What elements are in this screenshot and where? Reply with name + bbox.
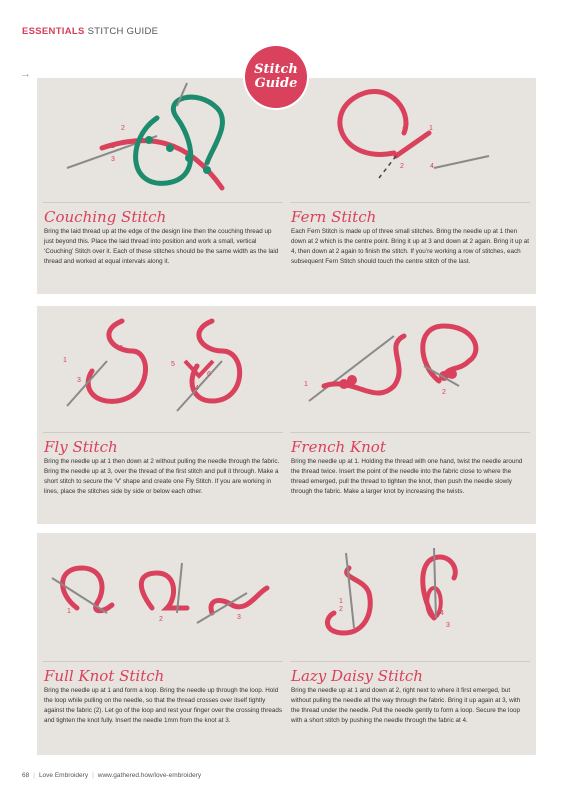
stitch-title: French Knot bbox=[291, 438, 386, 456]
label-4: 4 bbox=[440, 610, 444, 617]
label-1: 1 bbox=[63, 357, 67, 364]
stitch-instructions: Bring the needle up at 1 and down at 2, right next to where it first emerged, but without pulling the needle all the way through the fabric. Bring it up again at 3, with the thread under the needle. Pull the needle gently to form a loop. Secure the loop with a short stitch by pushing the needle through the fabric at 4. bbox=[291, 687, 521, 724]
fern-stitch-illustration bbox=[284, 78, 536, 196]
thread bbox=[88, 321, 145, 401]
running-header bbox=[22, 26, 158, 37]
label-2: 2 bbox=[121, 125, 125, 132]
stitch-instructions: Bring the laid thread up at the edge of the design line then the couching thread up just beyond this. Place the laid thread into position and work a small, vertical ‘Couching’ Stitch over it. Each of these stitches should be the same width as the laid thread and worked at equal intervals along it. bbox=[44, 228, 279, 265]
label-3: 3 bbox=[237, 614, 241, 621]
divider bbox=[290, 661, 530, 662]
page-footer: 68 | Love Embroidery | www.gathered.how/love-embroidery bbox=[22, 772, 202, 779]
section-title: STITCH GUIDE bbox=[87, 26, 159, 37]
label-6: 6 bbox=[207, 371, 211, 378]
divider bbox=[43, 202, 283, 203]
label-3: 3 bbox=[111, 156, 115, 163]
divider bbox=[290, 202, 530, 203]
label-4: 4 bbox=[430, 163, 434, 170]
divider bbox=[43, 432, 283, 433]
label-3: 3 bbox=[402, 127, 406, 134]
stitch-title: Fern Stitch bbox=[291, 208, 377, 226]
stitch-instructions: Each Fern Stitch is made up of three small stitches. Bring the needle up at 1 then down at 2 which is the centre point. Bring it up at 3 and down at 2 again. Bring it up at 4, then down at 2 again to finish the stitch. If you’re working a row of stitches, each subsequent Fern Stitch should touch the centre stitch of the last. bbox=[291, 228, 530, 265]
label-1: 1 bbox=[339, 598, 343, 605]
panel-full-knot-stitch bbox=[37, 533, 289, 755]
divider bbox=[43, 661, 283, 662]
panel-french-knot bbox=[284, 306, 536, 524]
needle-icon bbox=[346, 553, 354, 628]
label-1: 1 bbox=[67, 608, 71, 615]
full-knot-illustration bbox=[37, 533, 289, 651]
panel-couching-stitch bbox=[37, 78, 289, 294]
thread bbox=[324, 336, 404, 393]
website-link[interactable]: www.gathered.how/love-embroidery bbox=[97, 772, 202, 779]
stitch-instructions: Bring the needle up at 1. Holding the thread with one hand, twist the needle around the thread twice. Insert the point of the needle into the fabric close to where the thread emerged, pull the thread to tighten the knot, then push the needle slowly through the fabric. Make a larger knot by increasing the twists. bbox=[291, 458, 523, 495]
panel-lazy-daisy-stitch bbox=[284, 533, 536, 755]
stitch-title: Lazy Daisy Stitch bbox=[291, 667, 423, 685]
needle-icon bbox=[177, 83, 187, 106]
stitch-title: Full Knot Stitch bbox=[44, 667, 165, 685]
stitch-title: Fly Stitch bbox=[44, 438, 118, 456]
label-1: 1 bbox=[429, 125, 433, 132]
label-5: 5 bbox=[171, 361, 175, 368]
fly-stitch-illustration bbox=[37, 306, 289, 424]
label-1: 1 bbox=[304, 381, 308, 388]
badge-line-2: Guide bbox=[254, 76, 298, 91]
needle-icon bbox=[434, 156, 489, 168]
thread bbox=[340, 91, 406, 154]
panel-fly-stitch bbox=[37, 306, 289, 524]
label-2: 2 bbox=[159, 616, 163, 623]
lazy-daisy-illustration bbox=[284, 533, 536, 651]
stitch-guide-badge bbox=[245, 46, 307, 108]
badge-line-1: Stitch bbox=[254, 62, 298, 77]
label-3: 3 bbox=[77, 377, 81, 384]
stitch-title: Couching Stitch bbox=[44, 208, 167, 226]
divider bbox=[290, 432, 530, 433]
stitch-instructions: Bring the needle up at 1 then down at 2 without pulling the needle through the fabric. Bring the needle up at 3, over the thread of the first stitch and pull it through. Make a short stitch to secure the ‘V’ shape and create one Fly Stitch. If you are working in lines, place the stitches side by side or below each other. bbox=[44, 458, 280, 495]
label-2: 2 bbox=[339, 606, 343, 613]
section-label: ESSENTIALS bbox=[22, 26, 85, 37]
label-4: 4 bbox=[195, 385, 199, 392]
label-2: 2 bbox=[119, 345, 123, 352]
arrow-icon: → bbox=[20, 68, 31, 80]
stitch-instructions: Bring the needle up at 1 and form a loop. Bring the needle up through the loop. Hold the loop while pulling on the needle, so that the thread crosses over itself tightly against the fabric (2). Let go of the loop and rest your finger over the crossing threads and tighten the knot fully. Insert the needle 1mm from the knot at 3. bbox=[44, 687, 283, 724]
page-number: 68 bbox=[22, 772, 30, 779]
french-knot-illustration bbox=[284, 306, 536, 424]
panel-fern-stitch bbox=[284, 78, 536, 294]
magazine-name: Love Embroidery bbox=[38, 772, 89, 779]
label-2: 2 bbox=[400, 163, 404, 170]
label-3: 3 bbox=[446, 622, 450, 629]
needle-icon bbox=[177, 361, 222, 411]
label-2: 2 bbox=[442, 389, 446, 396]
label-1: 1 bbox=[111, 143, 115, 150]
